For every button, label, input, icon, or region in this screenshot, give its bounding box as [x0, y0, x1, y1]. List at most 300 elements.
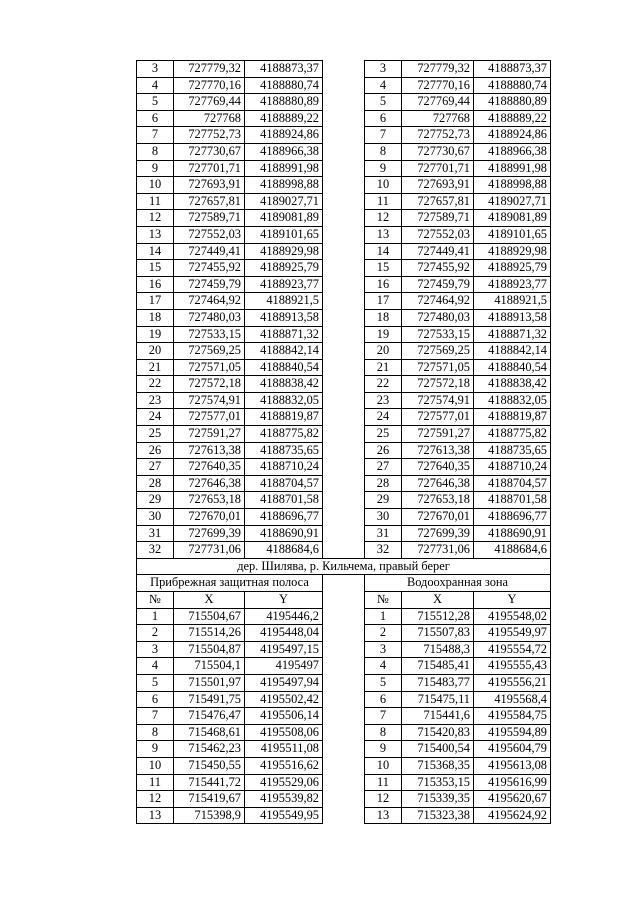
table-cell: 2	[137, 625, 174, 642]
table-cell: 715485,41	[402, 658, 474, 675]
table-cell: 4188966,38	[474, 143, 551, 160]
table-cell: 7	[365, 127, 402, 144]
table-cell: 715462,23	[174, 741, 245, 758]
table-cell: 9	[137, 741, 174, 758]
left-zone-title: Прибрежная защитная полоса	[137, 575, 323, 592]
table-cell: 19	[365, 326, 402, 343]
table-cell: 4188998,88	[474, 177, 551, 194]
table-cell: 1	[137, 608, 174, 625]
table-cell: 715504,87	[174, 641, 245, 658]
table-cell: 4188690,91	[245, 525, 323, 542]
table-row	[137, 160, 551, 177]
table-cell: 727670,01	[402, 509, 474, 526]
table-cell: 4189101,65	[245, 226, 323, 243]
table-cell: 727769,44	[174, 94, 245, 111]
table-row	[137, 210, 551, 227]
table-cell: 19	[137, 326, 174, 343]
table-row	[137, 442, 551, 459]
table-cell: 727455,92	[402, 260, 474, 277]
table-cell: 727779,32	[174, 61, 245, 78]
table-cell: 25	[365, 426, 402, 443]
table-cell: 4188889,22	[245, 110, 323, 127]
table-row	[137, 177, 551, 194]
table-cell: 30	[365, 509, 402, 526]
table-row	[137, 492, 551, 509]
table-cell: 727459,79	[402, 276, 474, 293]
table-row	[137, 724, 551, 741]
table-cell: 4188696,77	[474, 509, 551, 526]
table-cell: 715501,97	[174, 674, 245, 691]
table-cell: 12	[137, 791, 174, 808]
table-row	[137, 127, 551, 144]
table-cell: 5	[137, 674, 174, 691]
table-cell: 4195616,99	[474, 774, 551, 791]
table-cell: 4188913,58	[474, 309, 551, 326]
table-cell: 4188775,82	[474, 426, 551, 443]
table-row	[137, 691, 551, 708]
col-header-x: X	[174, 592, 245, 609]
table-cell: 727653,18	[174, 492, 245, 509]
table-row	[137, 741, 551, 758]
table-cell: 727752,73	[174, 127, 245, 144]
table-cell: 21	[365, 359, 402, 376]
table-row	[137, 326, 551, 343]
table-cell: 3	[137, 641, 174, 658]
table-cell: 16	[365, 276, 402, 293]
table-cell: 727574,91	[402, 392, 474, 409]
table-cell: 4188684,6	[245, 542, 323, 559]
table-cell: 28	[365, 475, 402, 492]
table-cell: 20	[137, 343, 174, 360]
table-cell: 727552,03	[174, 226, 245, 243]
table-cell: 4189081,89	[474, 210, 551, 227]
table-cell: 4	[137, 77, 174, 94]
table-cell: 727571,05	[402, 359, 474, 376]
table-cell: 4195539,82	[245, 791, 323, 808]
table-cell: 727480,03	[174, 309, 245, 326]
right-zone-title: Водоохранная зона	[365, 575, 551, 592]
table-cell: 4195529,06	[245, 774, 323, 791]
table-row	[137, 359, 551, 376]
table-cell: 3	[365, 641, 402, 658]
table-cell: 727572,18	[174, 376, 245, 393]
table-row	[137, 226, 551, 243]
table-cell: 23	[137, 392, 174, 409]
table-cell: 17	[365, 293, 402, 310]
table-cell: 32	[365, 542, 402, 559]
section-header	[137, 558, 551, 608]
table-cell: 4195568,4	[474, 691, 551, 708]
table-cell: 12	[365, 791, 402, 808]
table-cell: 4188924,86	[474, 127, 551, 144]
table-row	[137, 110, 551, 127]
table-cell: 8	[365, 724, 402, 741]
col-header-x: X	[402, 592, 474, 609]
table-cell: 21	[137, 359, 174, 376]
table-cell: 4188871,32	[245, 326, 323, 343]
table-cell: 26	[137, 442, 174, 459]
table-row	[137, 293, 551, 310]
table-cell: 16	[137, 276, 174, 293]
table-cell: 31	[137, 525, 174, 542]
table-cell: 4188840,54	[474, 359, 551, 376]
table-row	[137, 260, 551, 277]
table-row	[137, 542, 551, 559]
table-cell: 6	[137, 691, 174, 708]
table-cell: 10	[137, 757, 174, 774]
table-cell: 5	[365, 94, 402, 111]
table-cell: 715491,75	[174, 691, 245, 708]
table-cell: 727591,27	[174, 426, 245, 443]
table-cell: 727533,15	[402, 326, 474, 343]
table-cell: 727699,39	[402, 525, 474, 542]
table-cell: 727731,06	[174, 542, 245, 559]
table-cell: 727449,41	[402, 243, 474, 260]
table-row	[137, 77, 551, 94]
table-cell: 10	[365, 757, 402, 774]
table-cell: 4	[365, 77, 402, 94]
table-cell: 727646,38	[402, 475, 474, 492]
table-cell: 4188873,37	[474, 61, 551, 78]
table-cell: 727752,73	[402, 127, 474, 144]
table-cell: 727571,05	[174, 359, 245, 376]
table-row	[137, 343, 551, 360]
table-cell: 12	[137, 210, 174, 227]
table-cell: 715512,28	[402, 608, 474, 625]
table-cell: 27	[365, 459, 402, 476]
table-cell: 4188838,42	[474, 376, 551, 393]
table-cell: 4188880,74	[245, 77, 323, 94]
table-cell: 727701,71	[174, 160, 245, 177]
coordinates-block-1	[137, 61, 551, 559]
table-cell: 715353,15	[402, 774, 474, 791]
table-cell: 715514,26	[174, 625, 245, 642]
table-cell: 4188873,37	[245, 61, 323, 78]
table-cell: 4195446,2	[245, 608, 323, 625]
table-cell: 27	[137, 459, 174, 476]
table-cell: 727731,06	[402, 542, 474, 559]
table-cell: 24	[137, 409, 174, 426]
table-cell: 4195549,95	[245, 807, 323, 824]
table-row	[137, 426, 551, 443]
table-cell: 9	[137, 160, 174, 177]
table-cell: 727699,39	[174, 525, 245, 542]
table-cell: 4188838,42	[245, 376, 323, 393]
table-cell: 715398,9	[174, 807, 245, 824]
table-cell: 727693,91	[402, 177, 474, 194]
table-cell: 715368,35	[402, 757, 474, 774]
table-cell: 4188832,05	[245, 392, 323, 409]
table-cell: 715504,1	[174, 658, 245, 675]
table-row	[137, 757, 551, 774]
table-cell: 4195448,04	[245, 625, 323, 642]
table-cell: 4188871,32	[474, 326, 551, 343]
table-cell: 4188929,98	[245, 243, 323, 260]
table-cell: 4188735,65	[245, 442, 323, 459]
table-cell: 4195624,92	[474, 807, 551, 824]
table-cell: 4195497	[245, 658, 323, 675]
table-cell: 727640,35	[174, 459, 245, 476]
table-cell: 14	[365, 243, 402, 260]
table-cell: 4195604,79	[474, 741, 551, 758]
table-cell: 4188923,77	[474, 276, 551, 293]
table-cell: 4188924,86	[245, 127, 323, 144]
table-cell: 715468,61	[174, 724, 245, 741]
table-cell: 11	[365, 193, 402, 210]
table-cell: 4188880,89	[245, 94, 323, 111]
table-cell: 4188921,5	[245, 293, 323, 310]
table-cell: 715441,6	[402, 708, 474, 725]
table-cell: 4189027,71	[245, 193, 323, 210]
table-cell: 727768	[402, 110, 474, 127]
table-cell: 13	[137, 226, 174, 243]
table-cell: 4188913,58	[245, 309, 323, 326]
table-cell: 5	[137, 94, 174, 111]
table-cell: 23	[365, 392, 402, 409]
table-cell: 7	[137, 708, 174, 725]
column-header-row	[137, 592, 551, 609]
table-cell: 13	[137, 807, 174, 824]
table-cell: 727449,41	[174, 243, 245, 260]
table-row	[137, 525, 551, 542]
table-cell: 8	[137, 724, 174, 741]
table-cell: 6	[365, 110, 402, 127]
table-cell: 4195516,62	[245, 757, 323, 774]
table-cell: 17	[137, 293, 174, 310]
coordinates-block-2	[137, 608, 551, 824]
table-cell: 31	[365, 525, 402, 542]
table-cell: 4195497,15	[245, 641, 323, 658]
table-cell: 727533,15	[174, 326, 245, 343]
table-cell: 4188710,24	[245, 459, 323, 476]
table-cell: 15	[137, 260, 174, 277]
table-cell: 727670,01	[174, 509, 245, 526]
table-cell: 727640,35	[402, 459, 474, 476]
table-cell: 1	[365, 608, 402, 625]
table-cell: 4188819,87	[245, 409, 323, 426]
table-cell: 4188775,82	[245, 426, 323, 443]
table-cell: 11	[137, 774, 174, 791]
table-row	[137, 409, 551, 426]
table-cell: 727572,18	[402, 376, 474, 393]
table-cell: 11	[365, 774, 402, 791]
table-cell: 4	[365, 658, 402, 675]
table-cell: 727646,38	[174, 475, 245, 492]
table-cell: 727574,91	[174, 392, 245, 409]
table-row	[137, 658, 551, 675]
table-cell: 18	[365, 309, 402, 326]
table-cell: 715488,3	[402, 641, 474, 658]
table-row	[137, 243, 551, 260]
table-cell: 7	[137, 127, 174, 144]
table-cell: 14	[137, 243, 174, 260]
table-cell: 13	[365, 226, 402, 243]
table-cell: 4188842,14	[245, 343, 323, 360]
table-row	[137, 791, 551, 808]
table-row	[137, 376, 551, 393]
col-header-y: Y	[474, 592, 551, 609]
table-cell: 4188696,77	[245, 509, 323, 526]
table-cell: 727552,03	[402, 226, 474, 243]
zone-title-row	[137, 575, 551, 592]
table-cell: 715420,83	[402, 724, 474, 741]
table-cell: 727769,44	[402, 94, 474, 111]
col-header-num: №	[137, 592, 174, 609]
table-cell: 715323,38	[402, 807, 474, 824]
table-cell: 727569,25	[402, 343, 474, 360]
table-cell: 715441,72	[174, 774, 245, 791]
table-cell: 727730,67	[402, 143, 474, 160]
table-cell: 6	[137, 110, 174, 127]
table-cell: 4188966,38	[245, 143, 323, 160]
table-cell: 4195549,97	[474, 625, 551, 642]
table-cell: 4	[137, 658, 174, 675]
table-cell: 715419,67	[174, 791, 245, 808]
table-cell: 4188701,58	[474, 492, 551, 509]
table-cell: 11	[137, 193, 174, 210]
table-cell: 727577,01	[402, 409, 474, 426]
table-cell: 727459,79	[174, 276, 245, 293]
table-cell: 727613,38	[174, 442, 245, 459]
table-row	[137, 625, 551, 642]
table-cell: 4188929,98	[474, 243, 551, 260]
table-cell: 4188842,14	[474, 343, 551, 360]
table-cell: 715400,54	[402, 741, 474, 758]
table-row	[137, 309, 551, 326]
table-cell: 4195554,72	[474, 641, 551, 658]
table-row	[137, 276, 551, 293]
table-cell: 8	[365, 143, 402, 160]
table-cell: 22	[365, 376, 402, 393]
table-row	[137, 61, 551, 78]
table-cell: 727653,18	[402, 492, 474, 509]
table-cell: 8	[137, 143, 174, 160]
table-cell: 715504,67	[174, 608, 245, 625]
table-cell: 715475,11	[402, 691, 474, 708]
table-cell: 715339,35	[402, 791, 474, 808]
table-cell: 727779,32	[402, 61, 474, 78]
table-cell: 727657,81	[174, 193, 245, 210]
table-cell: 727770,16	[174, 77, 245, 94]
table-cell: 15	[365, 260, 402, 277]
table-cell: 727577,01	[174, 409, 245, 426]
table-cell: 727589,71	[402, 210, 474, 227]
table-row	[137, 708, 551, 725]
table-cell: 4195613,08	[474, 757, 551, 774]
table-cell: 727701,71	[402, 160, 474, 177]
table-cell: 4188840,54	[245, 359, 323, 376]
table-cell: 32	[137, 542, 174, 559]
table-cell: 29	[365, 492, 402, 509]
table-cell: 4188991,98	[245, 160, 323, 177]
table-cell: 4188991,98	[474, 160, 551, 177]
table-cell: 26	[365, 442, 402, 459]
table-cell: 727589,71	[174, 210, 245, 227]
table-cell: 727464,92	[402, 293, 474, 310]
table-cell: 2	[365, 625, 402, 642]
table-cell: 5	[365, 674, 402, 691]
table-cell: 4189081,89	[245, 210, 323, 227]
table-cell: 715476,47	[174, 708, 245, 725]
table-cell: 7	[365, 708, 402, 725]
table-row	[137, 459, 551, 476]
table-cell: 727657,81	[402, 193, 474, 210]
table-cell: 4188690,91	[474, 525, 551, 542]
table-cell: 4188832,05	[474, 392, 551, 409]
table-cell: 4188704,57	[474, 475, 551, 492]
table-cell: 4188735,65	[474, 442, 551, 459]
table-cell: 3	[365, 61, 402, 78]
table-cell: 727768	[174, 110, 245, 127]
table-cell: 4189027,71	[474, 193, 551, 210]
table-cell: 4188684,6	[474, 542, 551, 559]
table-cell: 727613,38	[402, 442, 474, 459]
table-row	[137, 193, 551, 210]
table-cell: 715507,83	[402, 625, 474, 642]
table-cell: 727730,67	[174, 143, 245, 160]
table-cell: 727569,25	[174, 343, 245, 360]
coordinates-table	[136, 60, 551, 824]
table-cell: 4195556,21	[474, 674, 551, 691]
table-cell: 4195548,02	[474, 608, 551, 625]
table-cell: 4188701,58	[245, 492, 323, 509]
table-cell: 715483,77	[402, 674, 474, 691]
table-cell: 20	[365, 343, 402, 360]
table-cell: 24	[365, 409, 402, 426]
table-cell: 30	[137, 509, 174, 526]
table-cell: 727770,16	[402, 77, 474, 94]
table-cell: 4188880,89	[474, 94, 551, 111]
table-cell: 4188921,5	[474, 293, 551, 310]
table-cell: 28	[137, 475, 174, 492]
table-cell: 4195511,08	[245, 741, 323, 758]
table-cell: 727693,91	[174, 177, 245, 194]
table-cell: 25	[137, 426, 174, 443]
table-row	[137, 774, 551, 791]
table-cell: 4195620,67	[474, 791, 551, 808]
table-cell: 4189101,65	[474, 226, 551, 243]
table-cell: 4195502,42	[245, 691, 323, 708]
table-cell: 4188925,79	[245, 260, 323, 277]
table-cell: 3	[137, 61, 174, 78]
table-row	[137, 807, 551, 824]
col-header-y: Y	[245, 592, 323, 609]
table-row	[137, 674, 551, 691]
table-cell: 4195594,89	[474, 724, 551, 741]
table-row	[137, 608, 551, 625]
table-cell: 18	[137, 309, 174, 326]
table-cell: 4195508,06	[245, 724, 323, 741]
table-cell: 4188923,77	[245, 276, 323, 293]
table-cell: 4188880,74	[474, 77, 551, 94]
table-cell: 29	[137, 492, 174, 509]
table-row	[137, 641, 551, 658]
table-cell: 727591,27	[402, 426, 474, 443]
table-row	[137, 94, 551, 111]
table-cell: 9	[365, 160, 402, 177]
table-cell: 12	[365, 210, 402, 227]
col-header-num: №	[365, 592, 402, 609]
table-cell: 22	[137, 376, 174, 393]
table-cell: 727464,92	[174, 293, 245, 310]
table-row	[137, 475, 551, 492]
table-cell: 13	[365, 807, 402, 824]
table-cell: 9	[365, 741, 402, 758]
table-cell: 4195497,94	[245, 674, 323, 691]
table-row	[137, 392, 551, 409]
table-cell: 727455,92	[174, 260, 245, 277]
table-cell: 10	[137, 177, 174, 194]
